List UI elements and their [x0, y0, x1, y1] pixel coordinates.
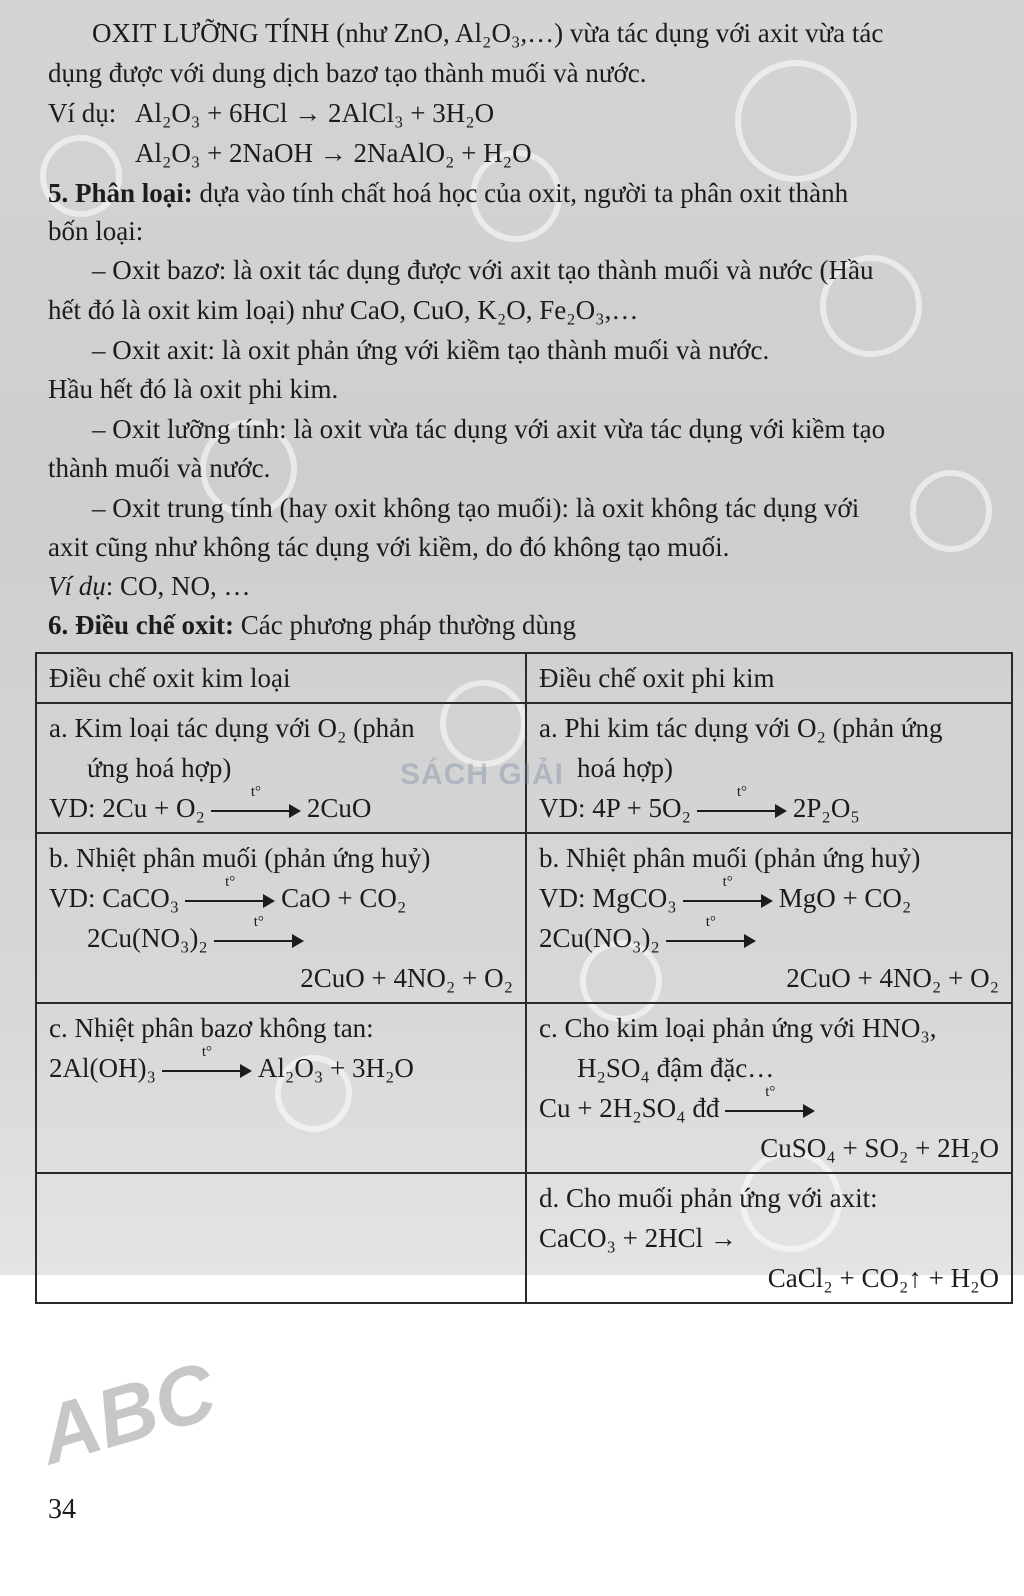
- example-label: Ví dụ:: [48, 98, 117, 128]
- table-cell: [526, 1173, 1012, 1303]
- cell-text: c. Cho kim loại phản ứng với HNO₃,: [539, 1013, 937, 1043]
- table-row: [36, 833, 1012, 1003]
- heat-label: t°: [250, 783, 261, 800]
- amphoteric-oxide-line-1: – Oxit lưỡng tính: là oxit vừa tác dụng với axit vừa tác dụng với kiềm tạo: [92, 414, 886, 444]
- neutral-oxide-line-2: axit cũng như không tác dụng với kiềm, do đó không tạo muối.: [48, 532, 730, 562]
- reactants: Cu + 2H₂SO₄ đđ: [539, 1093, 720, 1123]
- cell-equation: [49, 783, 513, 828]
- section-5-heading: 5. Phân loại:: [48, 178, 193, 208]
- heat-arrow-icon: [725, 1083, 815, 1121]
- reactants: VD: MgCO₃: [539, 883, 677, 913]
- cell-equation: CaCO₃ + 2HCl →: [539, 1223, 737, 1253]
- cell-text: d. Cho muối phản ứng với axit:: [539, 1183, 878, 1213]
- reactants: 2Cu(NO₃)₂: [87, 923, 208, 953]
- cell-text: b. Nhiệt phân muối (phản ứng huỷ): [49, 843, 431, 873]
- products: 2CuO + 4NO₂ + O₂: [786, 963, 999, 993]
- table-cell: [526, 703, 1012, 833]
- abc-logo: ABC: [29, 1345, 226, 1483]
- products: 2CuO: [306, 793, 372, 823]
- acidic-oxide-line-1: – Oxit axit: là oxit phản ứng với kiềm tạo thành muối và nước.: [92, 335, 770, 365]
- cell-text: ứng hoá hợp): [87, 753, 232, 783]
- table-header-row: [36, 653, 1012, 703]
- heat-label: t°: [736, 783, 747, 800]
- cell-equation: [49, 1043, 513, 1088]
- table-cell-empty: [36, 1173, 526, 1303]
- products: Al₂O₃ + 3H₂O: [257, 1053, 414, 1083]
- reactants: 2Al(OH)₃: [49, 1053, 156, 1083]
- cell-equation: [539, 1083, 999, 1128]
- heat-label: t°: [722, 873, 733, 890]
- cell-equation: [539, 913, 999, 958]
- heat-label: t°: [225, 873, 236, 890]
- neutral-oxide-example: [48, 569, 251, 603]
- decorative-bubble: [735, 60, 857, 182]
- cell-equation: [539, 783, 999, 828]
- amphoteric-line-2: dụng được với dung dịch bazơ tạo thành muối và nước.: [48, 58, 647, 88]
- section-5-text: dựa vào tính chất hoá học của oxit, người ta phân oxit thành: [192, 178, 849, 208]
- table-cell: [36, 833, 526, 1003]
- heat-arrow-icon: [214, 913, 304, 951]
- table-row: [36, 1173, 1012, 1303]
- section-6-text: Các phương pháp thường dùng: [233, 610, 577, 640]
- heat-arrow-icon: [683, 873, 773, 911]
- cell-text: a. Phi kim tác dụng với O₂ (phản ứng: [539, 713, 943, 743]
- reactants: 2Cu(NO₃)₂: [539, 923, 660, 953]
- reactants: VD: 4P + 5O₂: [539, 793, 691, 823]
- watermark: SÁCH GIẢI: [400, 758, 565, 791]
- heat-arrow-icon: [666, 913, 756, 951]
- products: 2P₂O₅: [792, 793, 860, 823]
- neutral-oxide-line-1: – Oxit trung tính (hay oxit không tạo muối): là oxit không tác dụng với: [92, 493, 860, 523]
- example-equation-2: Al₂O₃ + 2NaOH → 2NaAlO₂ + H₂O: [135, 138, 532, 168]
- section-6-heading: 6. Điều chế oxit:: [48, 610, 234, 640]
- heat-arrow-icon: [211, 783, 301, 821]
- heat-arrow-icon: [697, 783, 787, 821]
- section-5-line-2: bốn loại:: [48, 216, 144, 246]
- cell-text: H₂SO₄ đậm đặc…: [577, 1053, 775, 1083]
- heat-label: t°: [705, 913, 716, 930]
- example-label-italic: Ví dụ: [48, 571, 106, 601]
- header-metal-oxide: Điều chế oxit kim loại: [36, 653, 526, 703]
- decorative-bubble: [910, 470, 992, 552]
- header-nonmetal-oxide: Điều chế oxit phi kim: [526, 653, 1012, 703]
- cell-text: c. Nhiệt phân bazơ không tan:: [49, 1013, 374, 1043]
- basic-oxide-line-2: hết đó là oxit kim loại) như CaO, CuO, K₂O, Fe₂O₃,…: [48, 295, 639, 325]
- heat-arrow-icon: [162, 1043, 252, 1081]
- oxide-preparation-table: [35, 652, 1013, 1304]
- products: CaO + CO₂: [281, 883, 407, 913]
- products: 2CuO + 4NO₂ + O₂: [300, 963, 513, 993]
- heat-label: t°: [765, 1083, 776, 1100]
- amphoteric-oxide-line-2: thành muối và nước.: [48, 453, 271, 483]
- heat-label: t°: [253, 913, 264, 930]
- products: CuSO₄ + SO₂ + 2H₂O: [760, 1133, 999, 1163]
- basic-oxide-line-1: – Oxit bazơ: là oxit tác dụng được với axit tạo thành muối và nước (Hầu: [92, 255, 874, 285]
- page-number: 34: [48, 1494, 76, 1525]
- cell-text: a. Kim loại tác dụng với O₂ (phản: [49, 713, 415, 743]
- cell-text: hoá hợp): [577, 753, 674, 783]
- table-cell: [526, 1003, 1012, 1173]
- example-values: : CO, NO, …: [105, 571, 251, 601]
- table-cell: [36, 1003, 526, 1173]
- cell-equation: [539, 873, 999, 918]
- reactants: VD: CaCO₃: [49, 883, 180, 913]
- heat-label: t°: [201, 1043, 212, 1060]
- table-cell: [526, 833, 1012, 1003]
- products: CaCl₂ + CO₂↑ + H₂O: [767, 1263, 999, 1293]
- acidic-oxide-line-2: Hầu hết đó là oxit phi kim.: [48, 374, 339, 404]
- amphoteric-line-1: OXIT LƯỠNG TÍNH (như ZnO, Al₂O₃,…) vừa tác dụng với axit vừa tác: [92, 18, 884, 48]
- example-equation-1: Al₂O₃ + 6HCl → 2AlCl₃ + 3H₂O: [135, 98, 495, 128]
- section-5-line-1: [48, 176, 848, 210]
- cell-equation: [49, 913, 513, 958]
- section-6-line: [48, 608, 576, 642]
- cell-equation: [49, 873, 513, 918]
- cell-text: b. Nhiệt phân muối (phản ứng huỷ): [539, 843, 921, 873]
- heat-arrow-icon: [185, 873, 275, 911]
- table-row: [36, 1003, 1012, 1173]
- products: MgO + CO₂: [778, 883, 912, 913]
- reactants: VD: 2Cu + O₂: [49, 793, 205, 823]
